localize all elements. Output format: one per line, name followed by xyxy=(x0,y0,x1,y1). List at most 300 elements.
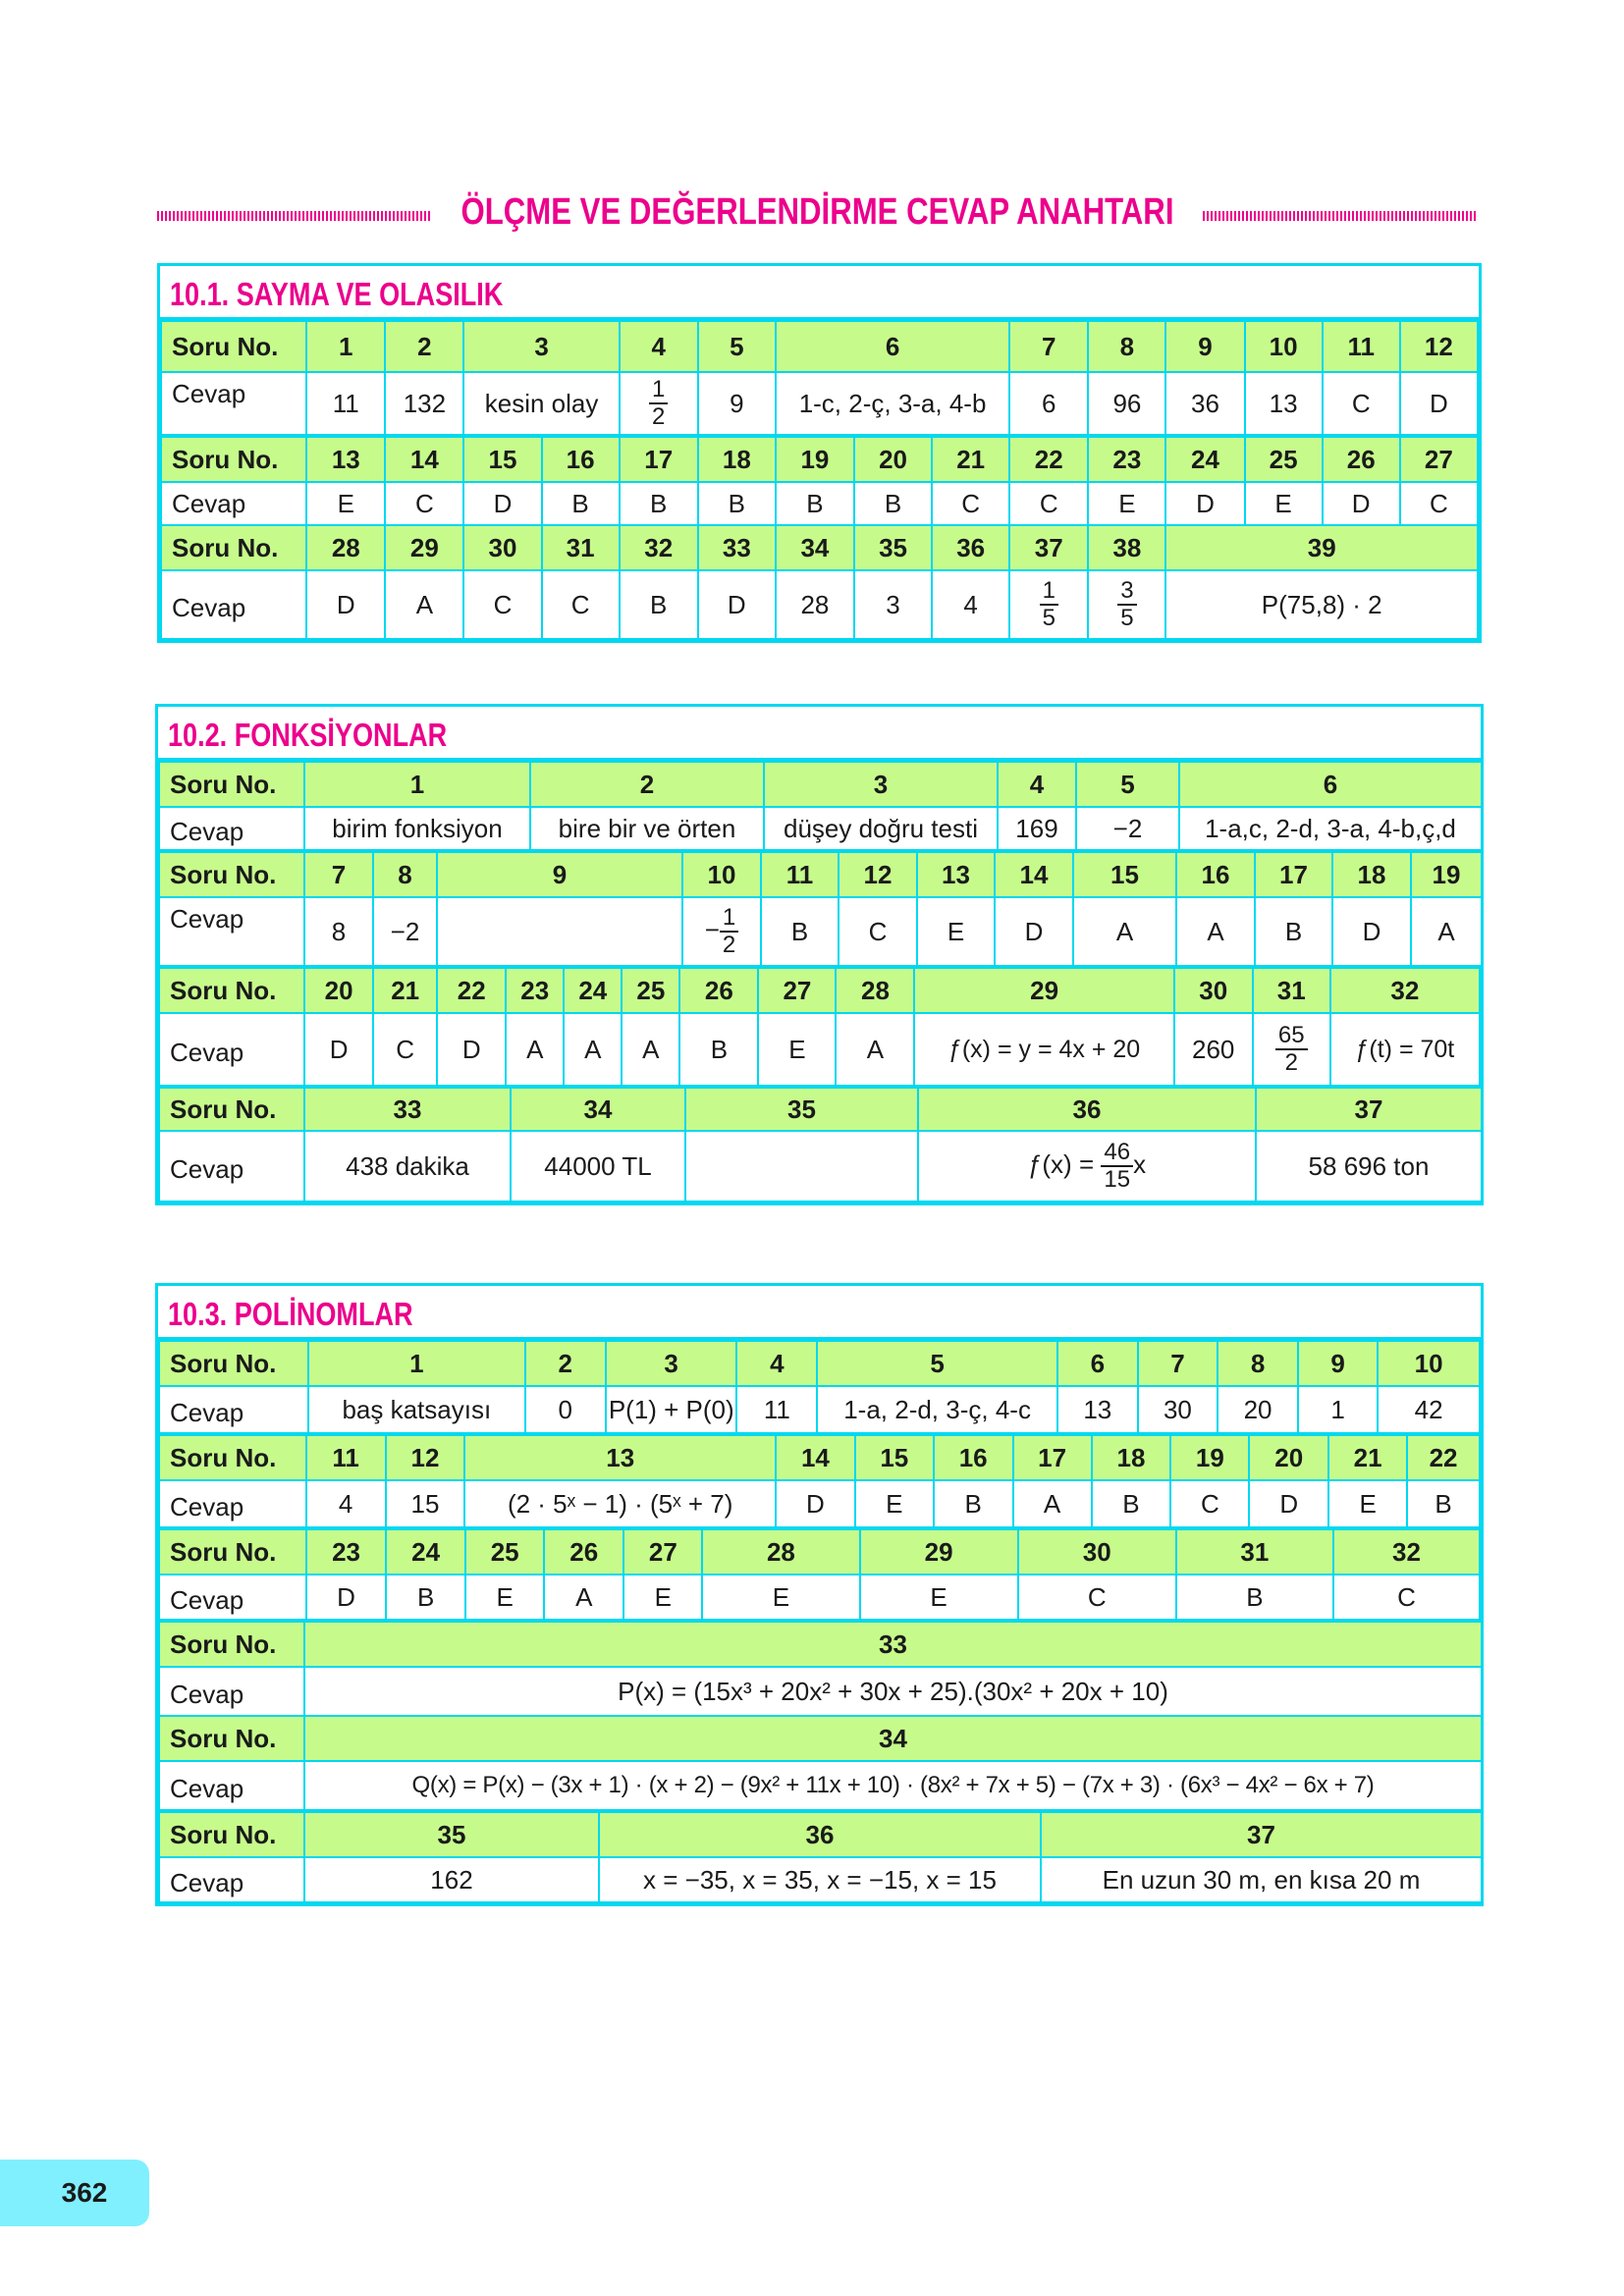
answer-cell: 13 xyxy=(1057,1386,1138,1433)
answer-cell: E xyxy=(758,1013,836,1086)
question-number: 24 xyxy=(386,1529,465,1575)
question-number: 29 xyxy=(385,525,463,570)
answer-cell: C xyxy=(1170,1480,1249,1527)
question-number: 24 xyxy=(564,968,622,1013)
question-number: 21 xyxy=(1328,1435,1407,1480)
question-number: 7 xyxy=(1009,321,1088,372)
answer-row xyxy=(159,1575,1480,1620)
answer-row xyxy=(159,1480,1480,1527)
question-number: 30 xyxy=(1174,968,1253,1013)
question-number: 4 xyxy=(998,762,1076,807)
answer-cell: E xyxy=(623,1575,702,1620)
answer-row xyxy=(159,1761,1482,1810)
question-number: 3 xyxy=(764,762,998,807)
question-number: 34 xyxy=(776,525,854,570)
answer-cell: B xyxy=(854,482,932,525)
answer-table xyxy=(158,1528,1481,1621)
answer-cell: D xyxy=(1165,482,1244,525)
question-number: 24 xyxy=(1165,437,1244,482)
question-number: 7 xyxy=(304,852,373,897)
answer-cell: E xyxy=(1328,1480,1407,1527)
answer-cell: C xyxy=(839,897,917,966)
answer-cell: 4 xyxy=(306,1480,386,1527)
answer-cell: C xyxy=(1323,372,1400,435)
answer-cell: P(1) + P(0) xyxy=(606,1386,736,1433)
answer-cell: P(75,8) · 2 xyxy=(1165,570,1478,639)
question-number: 31 xyxy=(1176,1529,1333,1575)
answer-cell: C xyxy=(1018,1575,1176,1620)
row-label: Cevap xyxy=(161,482,306,525)
question-number: 1 xyxy=(306,321,385,372)
question-row xyxy=(159,1716,1482,1761)
answer-row xyxy=(161,372,1478,435)
question-number: 17 xyxy=(1255,852,1332,897)
row-label: Cevap xyxy=(161,372,306,435)
question-number: 14 xyxy=(385,437,463,482)
answer-cell: A xyxy=(622,1013,679,1086)
question-number: 10 xyxy=(1245,321,1323,372)
question-number: 20 xyxy=(1249,1435,1328,1480)
answer-cell: 8 xyxy=(304,897,373,966)
question-number: 25 xyxy=(622,968,679,1013)
answer-row xyxy=(159,1667,1482,1716)
answer-cell: 1-a, 2-d, 3-ç, 4-c xyxy=(817,1386,1056,1433)
answer-cell: 6 xyxy=(1009,372,1088,435)
question-number: 28 xyxy=(306,525,385,570)
question-row xyxy=(159,1529,1480,1575)
answer-cell: B xyxy=(1092,1480,1171,1527)
question-number: 14 xyxy=(995,852,1073,897)
answer-row xyxy=(161,482,1478,525)
answer-table xyxy=(158,761,1483,851)
answer-cell: 1 xyxy=(1298,1386,1378,1433)
fraction: $\frac{1}{2}$ xyxy=(649,378,668,429)
question-number: 8 xyxy=(1218,1341,1298,1386)
question-number: 3 xyxy=(606,1341,736,1386)
answer-cell: A xyxy=(385,570,463,639)
answer-cell: D xyxy=(995,897,1073,966)
answer-cell: E xyxy=(1245,482,1323,525)
answer-row xyxy=(159,1013,1480,1086)
answer-cell: B xyxy=(620,482,698,525)
answer-cell: 1-c, 2-ç, 3-a, 4-b xyxy=(776,372,1009,435)
row-label: Soru No. xyxy=(161,321,306,372)
row-label: Soru No. xyxy=(159,1088,304,1131)
question-number: 11 xyxy=(1323,321,1400,372)
answer-table xyxy=(158,967,1481,1087)
question-number: 22 xyxy=(437,968,506,1013)
answer-cell: 15 xyxy=(386,1480,465,1527)
question-number: 23 xyxy=(506,968,564,1013)
question-number: 12 xyxy=(839,852,917,897)
answer-cell: 13 xyxy=(1245,372,1323,435)
question-row xyxy=(161,437,1478,482)
answer-cell: 3 xyxy=(854,570,932,639)
question-number: 21 xyxy=(373,968,437,1013)
answer-cell: C xyxy=(463,570,541,639)
question-row xyxy=(161,321,1478,372)
question-number: 16 xyxy=(542,437,620,482)
answer-cell: C xyxy=(373,1013,437,1086)
question-number: 17 xyxy=(620,437,698,482)
answer-table xyxy=(158,1621,1483,1811)
answer-cell xyxy=(1253,1013,1330,1086)
question-number: 26 xyxy=(679,968,758,1013)
question-number: 17 xyxy=(1013,1435,1092,1480)
question-number: 19 xyxy=(1411,852,1482,897)
question-number: 23 xyxy=(1088,437,1165,482)
row-label: Soru No. xyxy=(161,525,306,570)
question-number: 35 xyxy=(854,525,932,570)
answer-table xyxy=(160,436,1479,640)
answer-cell: birim fonksiyon xyxy=(304,807,530,850)
answer-cell: 4 xyxy=(932,570,1009,639)
question-row xyxy=(159,762,1482,807)
answer-cell: 1-a,c, 2-d, 3-a, 4-b,ç,d xyxy=(1179,807,1482,850)
answer-cell: 30 xyxy=(1138,1386,1218,1433)
answer-cell: B xyxy=(679,1013,758,1086)
answer-table xyxy=(158,1434,1481,1528)
question-number: 4 xyxy=(620,321,698,372)
answer-cell: 28 xyxy=(776,570,854,639)
question-number: 8 xyxy=(373,852,437,897)
answer-table xyxy=(160,320,1479,436)
page-title: ÖLÇME VE DEĞERLENDİRME CEVAP ANAHTARI xyxy=(460,191,1174,233)
question-row xyxy=(159,1622,1482,1667)
answer-cell: C xyxy=(1400,482,1478,525)
question-number: 10 xyxy=(1378,1341,1480,1386)
question-number: 15 xyxy=(855,1435,934,1480)
answer-cell: − $\frac{1}{2}$ xyxy=(682,897,761,966)
row-label: Cevap xyxy=(159,1857,304,1902)
question-number: 26 xyxy=(1323,437,1400,482)
question-number: 6 xyxy=(776,321,1009,372)
answer-cell: D xyxy=(698,570,776,639)
header-rule-right xyxy=(1203,211,1478,221)
row-label: Cevap xyxy=(159,897,304,966)
answer-cell: 36 xyxy=(1165,372,1244,435)
answer-cell xyxy=(685,1131,918,1201)
question-number: 4 xyxy=(736,1341,817,1386)
section-polinomlar xyxy=(155,1283,1484,1906)
answer-cell: D xyxy=(1249,1480,1328,1527)
answer-cell: 96 xyxy=(1088,372,1165,435)
section-fonksiyonlar xyxy=(155,704,1484,1205)
question-number: 26 xyxy=(544,1529,623,1575)
question-number: 13 xyxy=(306,437,385,482)
answer-cell: ƒ(x) = $\frac{46}{15}$ x xyxy=(918,1131,1256,1201)
question-number: 38 xyxy=(1088,525,1165,570)
page-number: 362 xyxy=(0,2160,149,2226)
question-number: 9 xyxy=(437,852,682,897)
question-number: 18 xyxy=(1092,1435,1171,1480)
question-number: 13 xyxy=(917,852,995,897)
answer-cell: −2 xyxy=(373,897,437,966)
answer-cell: C xyxy=(932,482,1009,525)
answer-cell: B xyxy=(934,1480,1013,1527)
answer-cell xyxy=(1088,570,1165,639)
row-label: Cevap xyxy=(159,1480,306,1527)
question-number: 10 xyxy=(682,852,761,897)
fraction: $\frac{65}{2}$ xyxy=(1275,1024,1308,1075)
row-label: Cevap xyxy=(159,1575,306,1620)
answer-cell: B xyxy=(1407,1480,1480,1527)
answer-cell: B xyxy=(542,482,620,525)
answer-cell: A xyxy=(1411,897,1482,966)
answer-table xyxy=(158,1340,1481,1434)
question-number: 12 xyxy=(1400,321,1478,372)
answer-cell: 58 696 ton xyxy=(1256,1131,1482,1201)
question-number: 37 xyxy=(1009,525,1088,570)
answer-table xyxy=(158,851,1483,967)
row-label: Soru No. xyxy=(159,762,304,807)
answer-cell: D xyxy=(1323,482,1400,525)
question-number: 27 xyxy=(1400,437,1478,482)
answer-row xyxy=(159,1386,1480,1433)
answer-row xyxy=(161,570,1478,639)
section-title: 10.2. FONKSİYONLAR xyxy=(158,707,1481,761)
question-number: 7 xyxy=(1138,1341,1218,1386)
question-number: 9 xyxy=(1165,321,1244,372)
question-number: 23 xyxy=(306,1529,386,1575)
answer-cell: x = −35, x = 35, x = −15, x = 15 xyxy=(599,1857,1041,1902)
question-number: 18 xyxy=(1332,852,1411,897)
answer-cell: kesin olay xyxy=(463,372,619,435)
question-number: 21 xyxy=(932,437,1009,482)
answer-cell: 132 xyxy=(385,372,463,435)
answer-cell: D xyxy=(306,1575,386,1620)
question-row xyxy=(159,1435,1480,1480)
row-label: Soru No. xyxy=(159,1622,304,1667)
row-label: Soru No. xyxy=(161,437,306,482)
question-row xyxy=(159,1341,1480,1386)
answer-cell: Q(x) = P(x) − (3x + 1) · (x + 2) − (9x² + 11x + 10) · (8x² + 7x + 5) − (7x + 3) · (6x³ − 4x² − 6x + 7) xyxy=(304,1761,1482,1810)
question-number: 27 xyxy=(623,1529,702,1575)
question-number: 33 xyxy=(304,1622,1482,1667)
answer-cell: ƒ(t) = 70t xyxy=(1330,1013,1480,1086)
row-label: Cevap xyxy=(159,807,304,850)
answer-cell: C xyxy=(1333,1575,1480,1620)
row-label: Cevap xyxy=(159,1667,304,1716)
question-number: 14 xyxy=(776,1435,855,1480)
question-number: 12 xyxy=(386,1435,465,1480)
answer-cell: B xyxy=(620,570,698,639)
answer-cell: A xyxy=(1073,897,1176,966)
answer-cell: 0 xyxy=(525,1386,606,1433)
question-number: 31 xyxy=(1253,968,1330,1013)
question-number: 20 xyxy=(304,968,373,1013)
answer-cell: E xyxy=(917,897,995,966)
question-number: 9 xyxy=(1298,1341,1378,1386)
question-row xyxy=(159,852,1482,897)
answer-cell: D xyxy=(306,570,385,639)
answer-cell: A xyxy=(544,1575,623,1620)
question-number: 29 xyxy=(914,968,1173,1013)
question-number: 29 xyxy=(860,1529,1018,1575)
question-number: 5 xyxy=(698,321,776,372)
answer-cell: −2 xyxy=(1076,807,1179,850)
row-label: Cevap xyxy=(159,1131,304,1201)
answer-row xyxy=(159,807,1482,850)
answer-cell: E xyxy=(855,1480,934,1527)
question-number: 37 xyxy=(1256,1088,1482,1131)
question-number: 28 xyxy=(836,968,914,1013)
question-number: 6 xyxy=(1179,762,1482,807)
answer-cell: 20 xyxy=(1218,1386,1298,1433)
fraction: $\frac{1}{5}$ xyxy=(1040,579,1058,630)
question-number: 34 xyxy=(511,1088,685,1131)
question-number: 5 xyxy=(1076,762,1179,807)
answer-cell: B xyxy=(386,1575,465,1620)
answer-cell: En uzun 30 m, en kısa 20 m xyxy=(1041,1857,1482,1902)
question-number: 5 xyxy=(817,1341,1056,1386)
question-number: 32 xyxy=(1333,1529,1480,1575)
answer-cell: D xyxy=(304,1013,373,1086)
question-number: 34 xyxy=(304,1716,1482,1761)
answer-cell: D xyxy=(1332,897,1411,966)
answer-cell: 162 xyxy=(304,1857,599,1902)
question-number: 35 xyxy=(685,1088,918,1131)
fraction: $\frac{1}{2}$ xyxy=(720,906,738,957)
question-row xyxy=(161,525,1478,570)
question-number: 36 xyxy=(932,525,1009,570)
answer-row xyxy=(159,897,1482,966)
question-number: 30 xyxy=(463,525,541,570)
answer-cell: 42 xyxy=(1378,1386,1480,1433)
question-number: 8 xyxy=(1088,321,1165,372)
row-label: Cevap xyxy=(159,1013,304,1086)
question-number: 2 xyxy=(385,321,463,372)
row-label: Soru No. xyxy=(159,1341,308,1386)
answer-cell: B xyxy=(776,482,854,525)
answer-cell xyxy=(1009,570,1088,639)
answer-cell: baş katsayısı xyxy=(308,1386,525,1433)
answer-cell: B xyxy=(761,897,839,966)
answer-cell: 169 xyxy=(998,807,1076,850)
answer-cell: E xyxy=(702,1575,859,1620)
answer-cell: E xyxy=(1088,482,1165,525)
answer-cell: bire bir ve örten xyxy=(530,807,764,850)
question-number: 3 xyxy=(463,321,619,372)
question-number: 18 xyxy=(698,437,776,482)
answer-cell: A xyxy=(564,1013,622,1086)
row-label: Soru No. xyxy=(159,968,304,1013)
question-number: 27 xyxy=(758,968,836,1013)
question-number: 2 xyxy=(525,1341,606,1386)
row-label: Soru No. xyxy=(159,852,304,897)
answer-cell: 438 dakika xyxy=(304,1131,511,1201)
question-number: 33 xyxy=(698,525,776,570)
question-number: 16 xyxy=(1176,852,1255,897)
row-label: Soru No. xyxy=(159,1716,304,1761)
answer-cell xyxy=(437,897,682,966)
answer-row xyxy=(159,1857,1482,1902)
answer-cell: 11 xyxy=(736,1386,817,1433)
row-label: Soru No. xyxy=(159,1435,306,1480)
answer-cell: C xyxy=(1009,482,1088,525)
question-row xyxy=(159,1088,1482,1131)
question-number: 22 xyxy=(1407,1435,1480,1480)
question-number: 11 xyxy=(306,1435,386,1480)
answer-cell: ƒ(x) = y = 4x + 20 xyxy=(914,1013,1173,1086)
section-sayma-olasilik xyxy=(157,263,1482,643)
fraction: $\frac{3}{5}$ xyxy=(1117,579,1136,630)
question-row xyxy=(159,1812,1482,1857)
question-number: 13 xyxy=(464,1435,776,1480)
answer-cell: B xyxy=(1176,1575,1333,1620)
answer-cell: E xyxy=(465,1575,544,1620)
answer-row xyxy=(159,1131,1482,1201)
page-header xyxy=(157,191,1478,246)
row-label: Cevap xyxy=(159,1761,304,1810)
answer-cell: E xyxy=(306,482,385,525)
answer-cell: A xyxy=(506,1013,564,1086)
question-number: 33 xyxy=(304,1088,511,1131)
question-number: 25 xyxy=(1245,437,1323,482)
question-number: 36 xyxy=(918,1088,1256,1131)
question-number: 1 xyxy=(308,1341,525,1386)
section-title: 10.3. POLİNOMLAR xyxy=(158,1286,1481,1340)
answer-cell: E xyxy=(860,1575,1018,1620)
answer-cell: A xyxy=(1013,1480,1092,1527)
answer-cell: 9 xyxy=(698,372,776,435)
question-number: 19 xyxy=(776,437,854,482)
answer-cell: 11 xyxy=(306,372,385,435)
question-number: 25 xyxy=(465,1529,544,1575)
answer-cell: B xyxy=(698,482,776,525)
answer-cell: (2 · 5ˣ − 1) · (5ˣ + 7) xyxy=(464,1480,776,1527)
question-row xyxy=(159,968,1480,1013)
question-number: 1 xyxy=(304,762,530,807)
question-number: 31 xyxy=(542,525,620,570)
question-number: 37 xyxy=(1041,1812,1482,1857)
question-number: 15 xyxy=(1073,852,1176,897)
row-label: Cevap xyxy=(161,570,306,639)
row-label: Soru No. xyxy=(159,1529,306,1575)
fraction: $\frac{46}{15}$ xyxy=(1101,1141,1133,1192)
row-label: Cevap xyxy=(159,1386,308,1433)
question-number: 2 xyxy=(530,762,764,807)
answer-cell: C xyxy=(542,570,620,639)
answer-cell: D xyxy=(437,1013,506,1086)
question-number: 32 xyxy=(620,525,698,570)
question-number: 36 xyxy=(599,1812,1041,1857)
answer-cell: D xyxy=(1400,372,1478,435)
answer-cell: 260 xyxy=(1174,1013,1253,1086)
question-number: 39 xyxy=(1165,525,1478,570)
answer-cell: 44000 TL xyxy=(511,1131,685,1201)
answer-table xyxy=(158,1811,1483,1903)
answer-cell xyxy=(620,372,698,435)
question-number: 35 xyxy=(304,1812,599,1857)
question-number: 16 xyxy=(934,1435,1013,1480)
answer-cell: D xyxy=(776,1480,855,1527)
answer-cell: C xyxy=(385,482,463,525)
question-number: 19 xyxy=(1170,1435,1249,1480)
answer-table xyxy=(158,1087,1483,1202)
question-number: 22 xyxy=(1009,437,1088,482)
question-number: 32 xyxy=(1330,968,1480,1013)
question-number: 30 xyxy=(1018,1529,1176,1575)
answer-cell: düşey doğru testi xyxy=(764,807,998,850)
answer-cell: A xyxy=(836,1013,914,1086)
answer-cell: A xyxy=(1176,897,1255,966)
row-label: Soru No. xyxy=(159,1812,304,1857)
answer-cell: P(x) = (15x³ + 20x² + 30x + 25).(30x² + 20x + 10) xyxy=(304,1667,1482,1716)
answer-cell: B xyxy=(1255,897,1332,966)
question-number: 20 xyxy=(854,437,932,482)
question-number: 6 xyxy=(1057,1341,1138,1386)
